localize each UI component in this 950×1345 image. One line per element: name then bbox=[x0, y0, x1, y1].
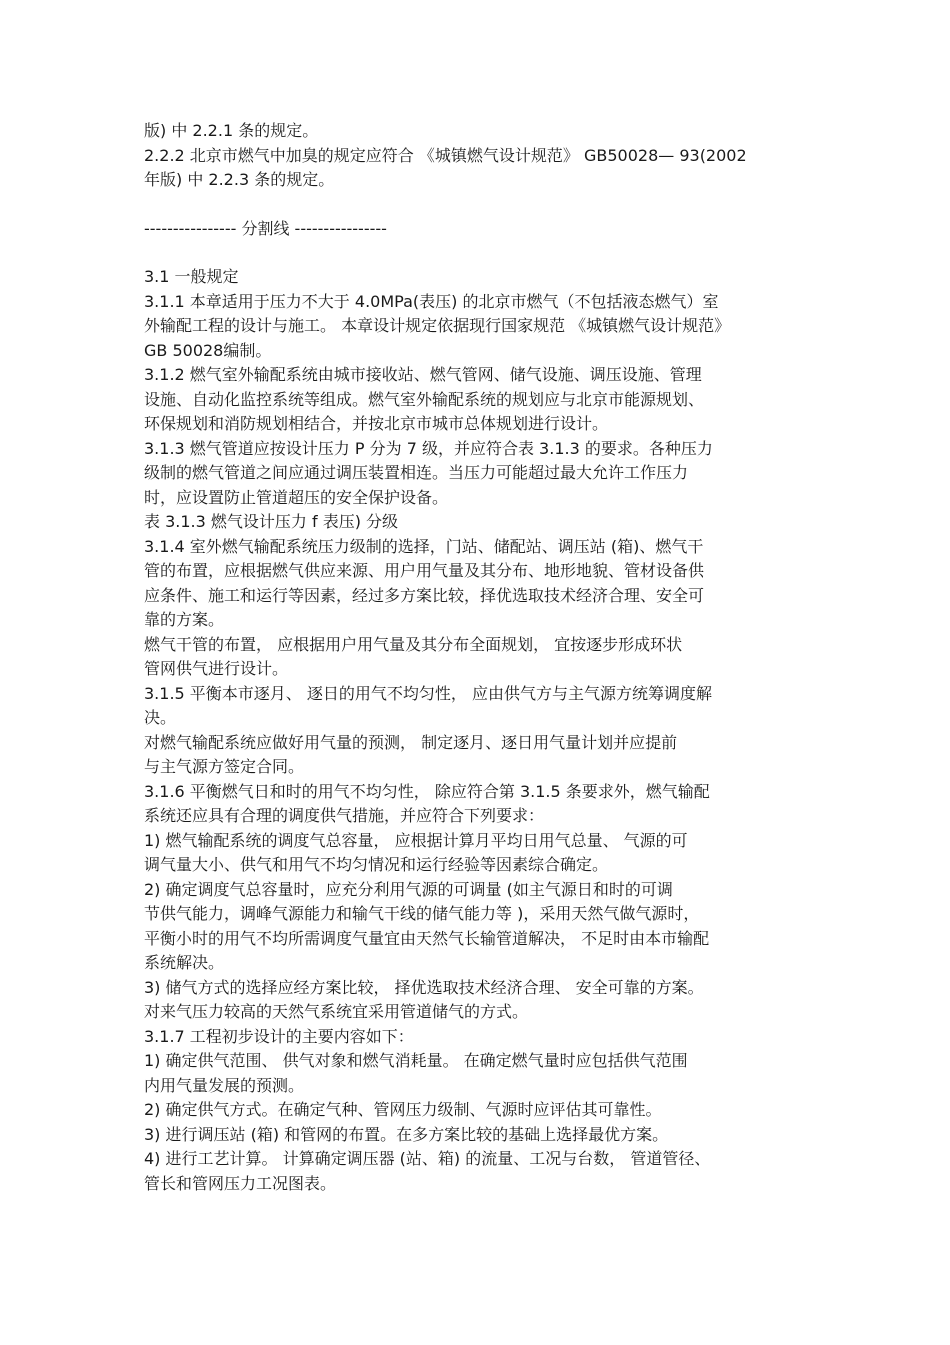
text-line: 决。 bbox=[144, 708, 177, 727]
text-line: 设施、自动化监控系统等组成。燃气室外输配系统的规划应与北京市能源规划、 bbox=[144, 389, 705, 409]
section-heading: 3.1 一般规定 bbox=[144, 267, 239, 286]
text-line: 系统解决。 bbox=[144, 953, 225, 972]
text-line: 燃气干管的布置， 应根据用户用气量及其分布全面规划， 宜按逐步形成环状 bbox=[144, 634, 683, 654]
text-line: 版) 中 2.2.1 条的规定。 bbox=[144, 121, 319, 140]
text-line: 应条件、施工和运行等因素，经过多方案比较，择优选取技术经济合理、安全可 bbox=[144, 585, 705, 605]
text-line: 3) 储气方式的选择应经方案比较， 择优选取技术经济合理、 安全可靠的方案。 bbox=[144, 977, 704, 997]
document-body bbox=[144, 119, 809, 1196]
text-line: 节供气能力，调峰气源能力和输气干线的储气能力等 )，采用天然气做气源时， bbox=[144, 904, 700, 923]
text-line: 外输配工程的设计与施工。 本章设计规定依据现行国家规范 《城镇燃气设计规范》 bbox=[144, 316, 731, 335]
text-line: 靠的方案。 bbox=[144, 610, 225, 629]
text-line: 对燃气输配系统应做好用气量的预测， 制定逐月、逐日用气量计划并应提前 bbox=[144, 732, 678, 752]
text-line: 3.1.2 燃气室外输配系统由城市接收站、燃气管网、储气设施、调压设施、管理 bbox=[144, 365, 702, 384]
text-line: 1) 确定供气范围、 供气对象和燃气消耗量。 在确定燃气量时应包括供气范围 bbox=[144, 1051, 688, 1070]
text-line: 平衡小时的用气不均所需调度气量宜由天然气长输管道解决， 不足时由本市输配 bbox=[144, 928, 710, 948]
text-line: 管的布置，应根据燃气供应来源、用户用气量及其分布、地形地貌、管材设备供 bbox=[144, 561, 705, 580]
text-line: 4) 进行工艺计算。 计算确定调压器 (站、箱) 的流量、工况与台数， 管道管径、 bbox=[144, 1149, 711, 1168]
text-line: 级制的燃气管道之间应通过调压装置相连。当压力可能超过最大允许工作压力 bbox=[144, 463, 689, 482]
text-line: GB 50028编制。 bbox=[144, 340, 272, 360]
text-line: 管长和管网压力工况图表。 bbox=[144, 1173, 337, 1193]
text-line: 1) 燃气输配系统的调度气总容量， 应根据计算月平均日用气总量、 气源的可 bbox=[144, 830, 688, 850]
table-caption: 表 3.1.3 燃气设计压力 f 表压) 分级 bbox=[144, 512, 399, 531]
text-line: 3.1.6 平衡燃气日和时的用气不均匀性， 除应符合第 3.1.5 条要求外，燃气输配 bbox=[144, 781, 710, 801]
text-line: 2.2.2 北京市燃气中加臭的规定应符合 《城镇燃气设计规范》 GB50028— 93(2002 bbox=[144, 145, 747, 165]
text-line: 时，应设置防止管道超压的安全保护设备。 bbox=[144, 487, 449, 507]
text-line: 3.1.5 平衡本市逐月、 逐日的用气不均匀性， 应由供气方与主气源方统筹调度解 bbox=[144, 683, 712, 703]
text-line: 系统还应具有合理的调度供气措施，并应符合下列要求： bbox=[144, 806, 545, 825]
text-line: 对来气压力较高的天然气系统宜采用管道储气的方式。 bbox=[144, 1002, 529, 1021]
text-line: 2) 确定调度气总容量时，应充分利用气源的可调量 (如主气源日和时的可调 bbox=[144, 879, 673, 899]
spacer bbox=[144, 241, 809, 265]
text-line: 2) 确定供气方式。在确定气种、管网压力级制、气源时应评估其可靠性。 bbox=[144, 1100, 662, 1119]
text-line: 调气量大小、供气和用气不均匀情况和运行经验等因素综合确定。 bbox=[144, 855, 609, 874]
text-line: 3.1.1 本章适用于压力不大于 4.0MPa(表压) 的北京市燃气（不包括液态燃气）室 bbox=[144, 291, 719, 311]
text-line: 环保规划和消防规划相结合，并按北京市城市总体规划进行设计。 bbox=[144, 414, 609, 433]
text-line: 3.1.3 燃气管道应按设计压力 P 分为 7 级，并应符合表 3.1.3 的要求。各种压力 bbox=[144, 438, 713, 458]
text-line: 3) 进行调压站 (箱) 和管网的布置。在多方案比较的基础上选择最优方案。 bbox=[144, 1124, 669, 1144]
text-line: 3.1.7 工程初步设计的主要内容如下： bbox=[144, 1026, 414, 1046]
text-line: 管网供气进行设计。 bbox=[144, 659, 289, 678]
text-line: 3.1.4 室外燃气输配系统压力级制的选择，门站、储配站、调压站 (箱)、燃气干 bbox=[144, 536, 704, 556]
spacer bbox=[144, 193, 809, 217]
divider-line: ---------------- 分割线 ---------------- bbox=[144, 218, 387, 238]
text-line: 年版) 中 2.2.3 条的规定。 bbox=[144, 170, 335, 189]
text-line: 与主气源方签定合同。 bbox=[144, 757, 305, 776]
text-line: 内用气量发展的预测。 bbox=[144, 1075, 305, 1095]
